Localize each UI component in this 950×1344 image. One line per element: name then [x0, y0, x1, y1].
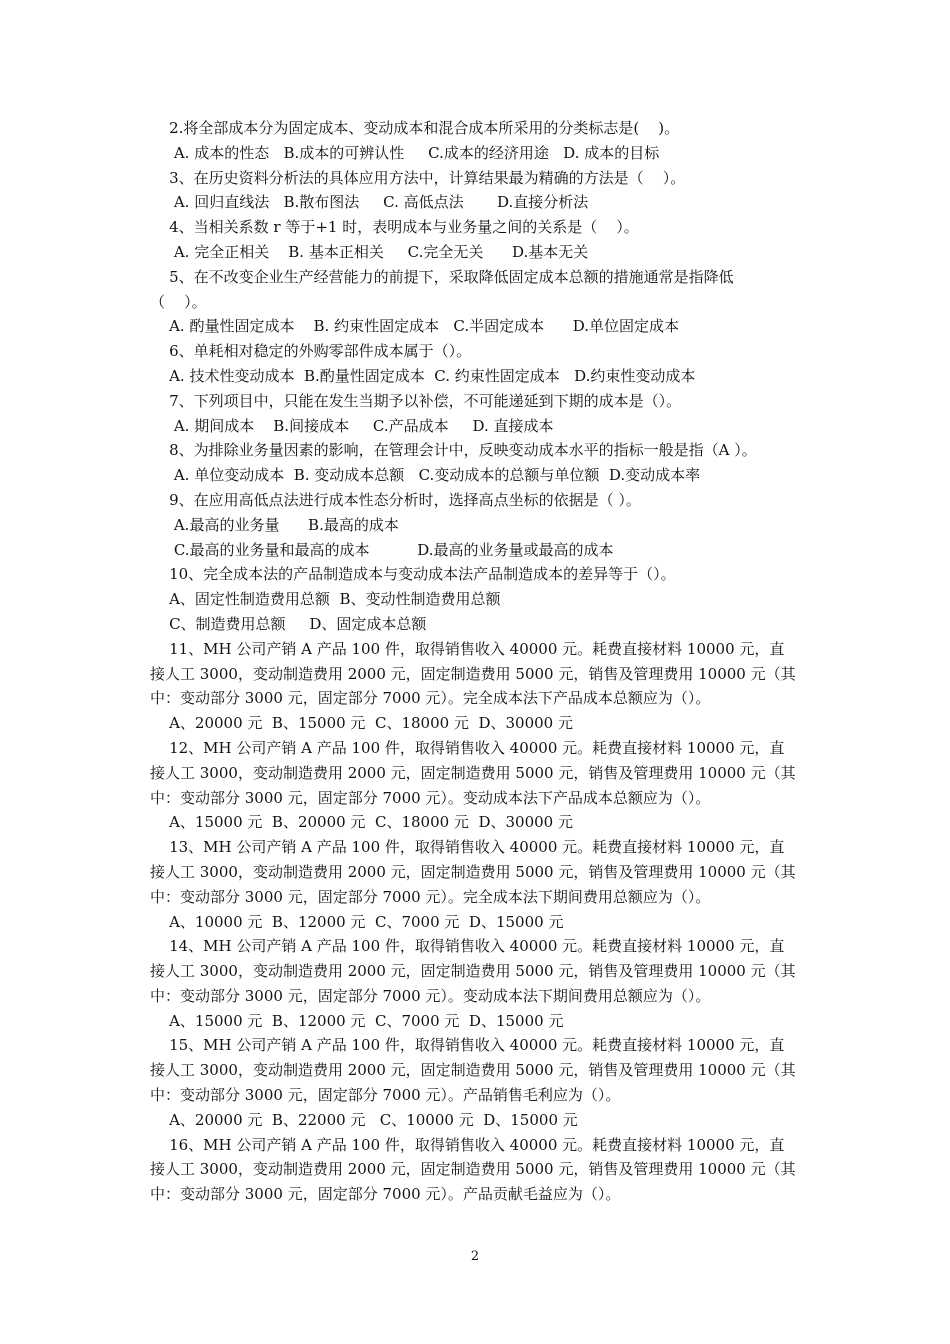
page-number: 2 [470, 1249, 480, 1264]
text-line: 接人工 3000，变动制造费用 2000 元，固定制造费用 5000 元，销售及管理费用 10000 元（其 [150, 763, 796, 782]
text-line: A. 期间成本 B.间接成本 C.产品成本 D. 直接成本 [150, 416, 554, 435]
text-line: A. 酌量性固定成本 B. 约束性固定成本 C.半固定成本 D.单位固定成本 [150, 317, 679, 336]
text-line: A、20000 元 B、22000 元 C、10000 元 D、15000 元 [150, 1110, 578, 1129]
text-line: （ ）。 [150, 292, 207, 311]
text-line: 11、MH 公司产销 A 产品 100 件，取得销售收入 40000 元。耗费直接材料 10000 元，直 [150, 639, 785, 658]
text-line: 8、为排除业务量因素的影响，在管理会计中，反映变动成本水平的指标一般是指（A ）。 [150, 441, 757, 460]
text-line: 7、下列项目中，只能在发生当期予以补偿，不可能递延到下期的成本是（）。 [150, 391, 682, 410]
text-line: 9、在应用高低点法进行成本性态分析时，选择高点坐标的依据是（ ）。 [150, 490, 641, 509]
text-line: 中：变动部分 3000 元，固定部分 7000 元）。变动成本法下产品成本总额应为（）。 [150, 788, 711, 807]
text-line: A、10000 元 B、12000 元 C、7000 元 D、15000 元 [150, 912, 564, 931]
text-line: A. 完全正相关 B. 基本正相关 C.完全无关 D.基本无关 [150, 242, 589, 261]
document-body [150, 116, 810, 1207]
text-line: 中：变动部分 3000 元，固定部分 7000 元）。产品贡献毛益应为（）。 [150, 1185, 621, 1204]
text-line: 3、在历史资料分析法的具体应用方法中，计算结果最为精确的方法是（ ）。 [150, 168, 686, 187]
text-line: A、固定性制造费用总额 B、变动性制造费用总额 [150, 590, 501, 609]
text-line: 中：变动部分 3000 元，固定部分 7000 元）。变动成本法下期间费用总额应为（）。 [150, 986, 711, 1005]
text-line: A. 技术性变动成本 B.酌量性固定成本 C. 约束性固定成本 D.约束性变动成本 [150, 366, 696, 385]
text-line: 12、MH 公司产销 A 产品 100 件，取得销售收入 40000 元。耗费直接材料 10000 元，直 [150, 738, 785, 757]
text-line: 14、MH 公司产销 A 产品 100 件，取得销售收入 40000 元。耗费直接材料 10000 元，直 [150, 937, 785, 956]
text-line: 6、单耗相对稳定的外购零部件成本属于（）。 [150, 342, 472, 361]
text-line: C.最高的业务量和最高的成本 D.最高的业务量或最高的成本 [150, 540, 614, 559]
text-line: 接人工 3000，变动制造费用 2000 元，固定制造费用 5000 元，销售及管理费用 10000 元（其 [150, 1061, 796, 1080]
text-line: 2.将全部成本分为固定成本、变动成本和混合成本所采用的分类标志是( )。 [150, 119, 680, 137]
text-line: A. 单位变动成本 B. 变动成本总额 C.变动成本的总额与单位额 D.变动成本率 [150, 466, 701, 485]
text-line: C、制造费用总额 D、固定成本总额 [150, 614, 427, 633]
text-line: 10、完全成本法的产品制造成本与变动成本法产品制造成本的差异等于（）。 [150, 565, 676, 584]
text-line: 接人工 3000，变动制造费用 2000 元，固定制造费用 5000 元，销售及管理费用 10000 元（其 [150, 664, 796, 683]
text-line: 接人工 3000，变动制造费用 2000 元，固定制造费用 5000 元，销售及管理费用 10000 元（其 [150, 862, 796, 881]
text-line: 接人工 3000，变动制造费用 2000 元，固定制造费用 5000 元，销售及管理费用 10000 元（其 [150, 1160, 796, 1179]
text-line: 5、在不改变企业生产经营能力的前提下，采取降低固定成本总额的措施通常是指降低 [150, 267, 734, 286]
text-line: 中：变动部分 3000 元，固定部分 7000 元）。完全成本法下期间费用总额应为（）。 [150, 887, 711, 906]
text-line: 4、当相关系数 r 等于+1 时，表明成本与业务量之间的关系是（ ）。 [150, 218, 639, 237]
text-line: 接人工 3000，变动制造费用 2000 元，固定制造费用 5000 元，销售及管理费用 10000 元（其 [150, 962, 796, 981]
text-line: 16、MH 公司产销 A 产品 100 件，取得销售收入 40000 元。耗费直接材料 10000 元，直 [150, 1135, 785, 1154]
text-line: 中：变动部分 3000 元，固定部分 7000 元）。完全成本法下产品成本总额应为（）。 [150, 689, 711, 708]
text-line: A. 回归直线法 B.散布图法 C. 高低点法 D.直接分析法 [150, 193, 589, 212]
text-line: 中：变动部分 3000 元，固定部分 7000 元）。产品销售毛利应为（）。 [150, 1086, 621, 1105]
text-line: A.最高的业务量 B.最高的成本 [150, 515, 399, 534]
text-line: 13、MH 公司产销 A 产品 100 件，取得销售收入 40000 元。耗费直接材料 10000 元，直 [150, 838, 785, 857]
text-line: A、15000 元 B、20000 元 C、18000 元 D、30000 元 [150, 813, 573, 832]
text-line: A. 成本的性态 B.成本的可辨认性 C.成本的经济用途 D. 成本的目标 [150, 143, 660, 162]
text-line: 15、MH 公司产销 A 产品 100 件，取得销售收入 40000 元。耗费直接材料 10000 元，直 [150, 1036, 785, 1055]
text-line: A、15000 元 B、12000 元 C、7000 元 D、15000 元 [150, 1011, 564, 1030]
text-line: A、20000 元 B、15000 元 C、18000 元 D、30000 元 [150, 714, 573, 733]
